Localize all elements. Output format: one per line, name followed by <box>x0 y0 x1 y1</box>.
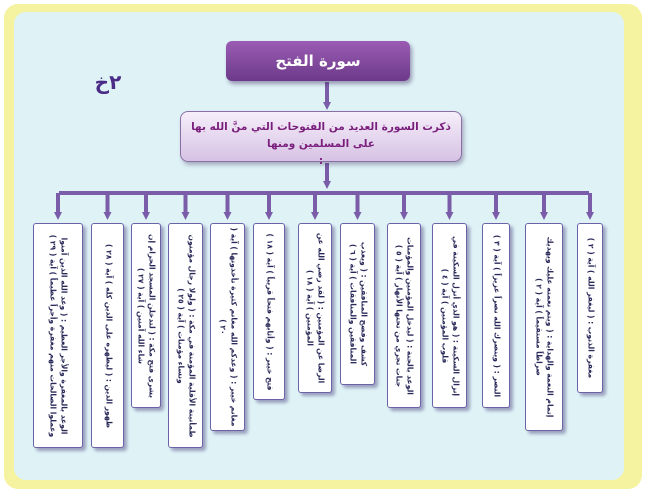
card-khaybar-spoils <box>210 223 245 431</box>
card-tranquility <box>432 223 467 408</box>
main-statement-box <box>180 111 462 167</box>
card-promise-forgiveness-reward <box>33 223 83 448</box>
card-completion-blessing <box>525 223 563 431</box>
page-number: ٢خ <box>94 70 122 94</box>
card-text: إنزال السكينة : ( هو الذي أنزل السكينة في قلوب المؤمنين ) آية ( ٤ ) <box>440 235 460 396</box>
card-exposing-hypocrites <box>340 223 375 385</box>
card-text: بشرى فتح مكة : ( لتدخلن المسجد الحرام إن شاء الله آمنين ) آية ( ٢٧ ) <box>137 233 157 398</box>
card-text: كشف وفضح المنافقين : ( ويعذب المنافقين والمنافقات ) آية ( ٦ ) <box>348 241 368 367</box>
branch-arrows <box>58 193 590 216</box>
card-text: النصر : ( وينصرك الله نصراً عزيزاً ) آية ( ٣ ) <box>492 234 502 397</box>
card-text: مغفرة الذنوب : ( ليغفر الله ) آية ( ٢ ) <box>586 237 596 379</box>
card-text: إتمام النعمة والهداية : ( ويتم نعمته عليك ويهديك صراطاً مستقيماً ) آية ( ٢ ) <box>535 236 555 418</box>
card-text: مغانم خيبر : ( وعدكم الله مغانم كثيرة تأخذونها ) آية ( ٢٠ ) <box>218 227 238 427</box>
card-text: ظهور الدين : ( ليظهره على الدين كله ) آية ( ٢٨ ) <box>103 243 113 428</box>
card-pleasure-believers <box>298 223 332 393</box>
card-text: الوعد بالمغفرة والأجر العظيم : ( وعد الله الذين آمنوا وعملوا الصالحات منهم مغفرة وأجراً عظيماً ) آية ( ٢٩ ) <box>49 234 69 437</box>
main-statement-line2: : <box>318 155 324 167</box>
card-text: طمأنينة الأقلية المؤمنة في مكة : ( ولولا رجال مؤمنون ونساء مؤمنات ) آية ( ٢٥ ) <box>176 234 196 437</box>
page-title <box>226 41 410 81</box>
card-victory <box>482 223 510 408</box>
main-statement-line1: ذكرت السورة العديد من الفتوحات التي منَّ الله بها على المسلمين ومنها <box>191 121 451 150</box>
card-text: الوعد بالجنة : ( ليدخل المؤمنين والمؤمنات جنات تجري من تحتها الأنهار ) آية ( ٥ ) <box>395 236 415 395</box>
card-religion-prevails <box>91 223 124 448</box>
card-mecca-conquest-glad-tidings <box>131 223 161 408</box>
card-promise-paradise <box>387 223 421 408</box>
title-text: سورة الفتح <box>275 52 361 70</box>
card-khaybar-conquest <box>253 223 285 400</box>
card-text: فتح خيبر : ( وأثابهم فتحاً قريباً ) آية ( ١٨ ) <box>265 232 275 391</box>
card-text: الرضا عن المؤمنين : ( لقد رضي الله عن المؤمنين ) آية ( ١٨ ) <box>306 232 326 384</box>
card-forgiveness-sins <box>577 223 603 393</box>
card-reassurance-mecca <box>168 223 203 448</box>
